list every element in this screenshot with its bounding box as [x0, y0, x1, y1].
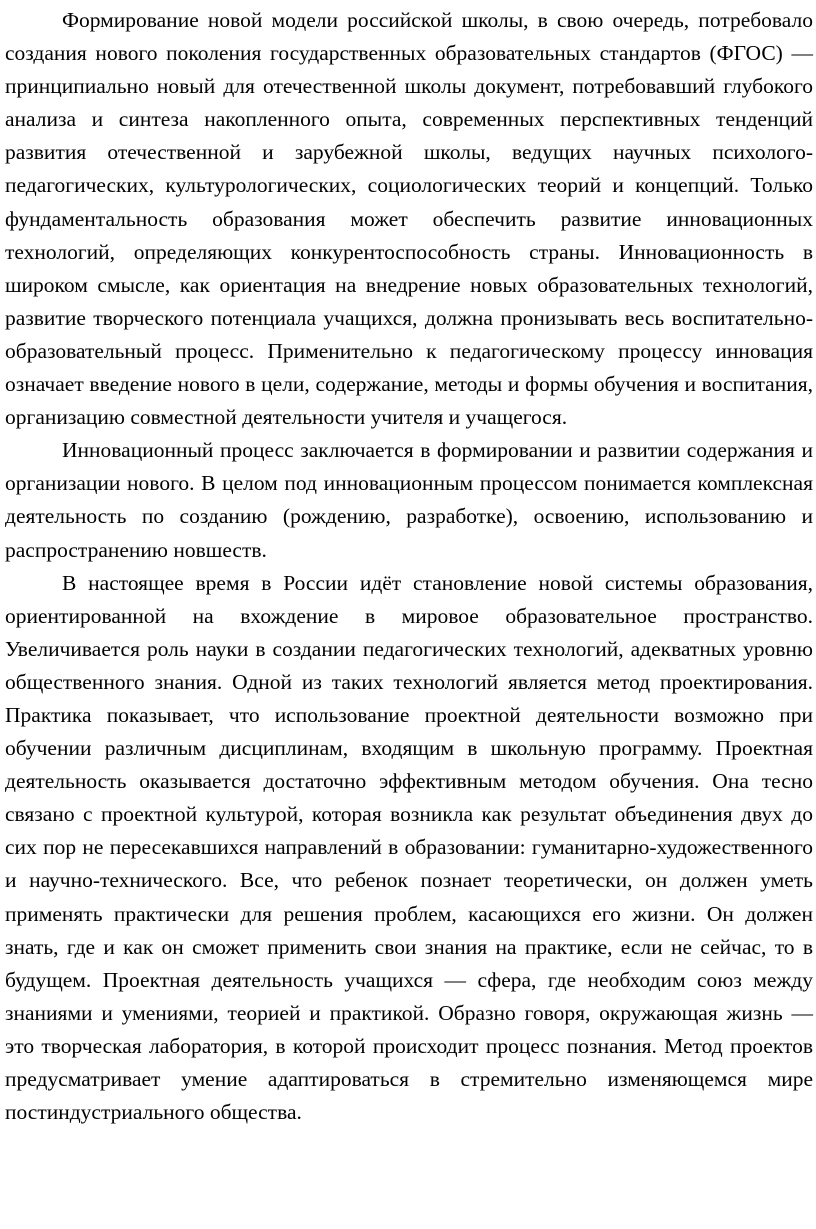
document-page — [5, 4, 813, 1129]
paragraph-innovation-process: Инновационный процесс заключается в формировании и развитии содержания и организации нового. В целом под инновационным процессом понимается комплексная деятельность по созданию (рождению, разработке), освоению, использованию и распространению новшеств. — [5, 438, 813, 562]
paragraph-fgos-innovation: Формирование новой модели российской школы, в свою очередь, потребовало создания нового поколения государственных образовательных стандартов (ФГОС) — принципиально новый для отечественной школы документ, потребовавший глубокого анализа и синтеза накопленного опыта, современных перспективных тенденций развития отечественной и зарубежной школы, ведущих научных психолого-педагогических, культурологических, социологических теорий и концепций. Только фундаментальность образования может обеспечить развитие инновационных технологий, определяющих конкурентоспособность страны. Инновационность в широком смысле, как ориентация на внедрение новых образовательных технологий, развитие творческого потенциала учащихся, должна пронизывать весь воспитательно-образовательный процесс. Применительно к педагогическому процессу инновация означает введение нового в цели, содержание, методы и формы обучения и воспитания, организацию совместной деятельности учителя и учащегося. — [5, 8, 813, 430]
paragraph-project-method: В настоящее время в России идёт становление новой системы образования, ориентированной на вхождение в мировое образовательное пространство. Увеличивается роль науки в создании педагогических технологий, адекватных уровню общественного знания. Одной из таких технологий является метод проектирования. Практика показывает, что использование проектной деятельности возможно при обучении различным дисциплинам, входящим в школьную программу. Проектная деятельность оказывается достаточно эффективным методом обучения. Она тесно связано с проектной культурой, которая возникла как результат объединения двух до сих пор не пересекавшихся направлений в образовании: гуманитарно-художественного и научно-технического. Все, что ребенок познает теоретически, он должен уметь применять практически для решения проблем, касающихся его жизни. Он должен знать, где и как он сможет применить свои знания на практике, если не сейчас, то в будущем. Проектная деятельность учащихся — сфера, где необходим союз между знаниями и умениями, теорией и практикой. Образно говоря, окружающая жизнь — это творческая лаборатория, в которой происходит процесс познания. Метод проектов предусматривает умение адаптироваться в стремительно изменяющемся мире постиндустриального общества. — [5, 570, 813, 1125]
